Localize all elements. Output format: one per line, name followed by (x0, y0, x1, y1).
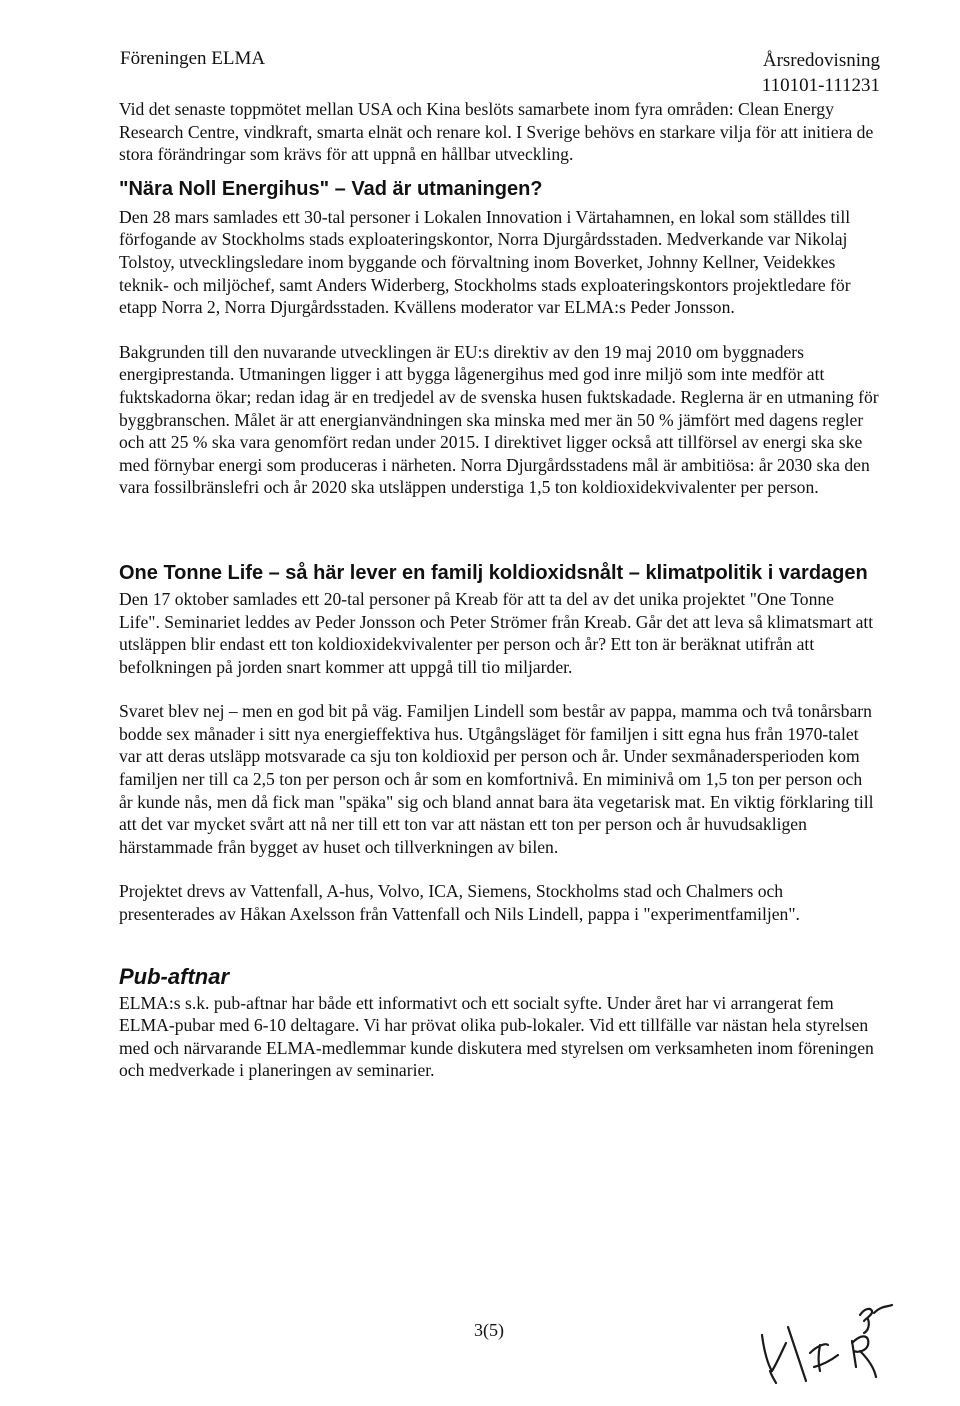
section-heading-pub-aftnar: Pub-aftnar (119, 963, 229, 989)
otl-paragraph-3: Projektet drevs av Vattenfall, A-hus, Volvo, ICA, Siemens, Stockholms stad och Chalmers och presenterades av Håkan Axelsson från Vattenfall och Nils Lindell, pappa i "experimentfamiljen". (119, 881, 800, 925)
header-right (762, 48, 880, 98)
section-heading-nara-noll: "Nära Noll Energihus" – Vad är utmaningen? (119, 177, 543, 200)
handwritten-initials (760, 1285, 910, 1395)
initials-drawing (760, 1285, 910, 1395)
pub-paragraph-1: ELMA:s s.k. pub-aftnar har både ett informativt och ett socialt syfte. Under året har vi arrangerat fem ELMA-pubar med 6-10 deltagare. Vi har prövat olika pub-lokaler. Vid ett tillfälle var nästan hela styrelsen med och närvarande ELMA-medlemmar kunde diskutera med styrelsen om verksamheten inom föreningen och medverkade i planeringen av seminarier. (119, 992, 874, 1081)
page-number: 3(5) (474, 1320, 504, 1340)
nara-paragraph-2: Bakgrunden till den nuvarande utvecklingen är EU:s direktiv av den 19 maj 2010 om byggnaders energiprestanda. Utmaningen ligger i att bygga lågenergihus med god inre miljö som inte medför att fuktskadorna ökar; redan idag är en tredjedel av de svenska husen fuktskadade. Reglerna är en utmaning för byggbranschen. Målet är att energianvändningen ska minska med mer än 50 % jämfört med dagens regler och att 25 % ska vara genomfört redan under 2015. I direktivet ligger också att tillförsel av energi ska ske med förnybar energi som produceras i närheten. Norra Djurgårdsstadens mål är ambitiösa: år 2030 ska den vara fossilbränslefri och år 2020 ska utsläppen understiga 1,5 ton koldioxidekvivalenter per person. (119, 341, 879, 498)
section-heading-one-tonne-life: One Tonne Life – så här lever en familj koldioxidsnålt – klimatpolitik i vardagen (119, 561, 868, 584)
header-document-type: Årsredovisning (762, 50, 880, 71)
otl-paragraph-1: Den 17 oktober samlades ett 20-tal personer på Kreab för att ta del av det unika projektet "One Tonne Life". Seminariet leddes av Peder Jonsson och Peter Strömer från Kreab. Går det att leva så klimatsmart att utsläppen blir endast ett ton koldioxidekvivalenter per person och år? Ett ton är beräknat utifrån att befolkningen på jorden snart kommer att uppgå till tio miljarder. (119, 588, 874, 677)
header-period: 110101-111231 (761, 75, 880, 96)
nara-paragraph-1: Den 28 mars samlades ett 30-tal personer i Lokalen Innovation i Värtahamnen, en lokal som ställdes till förfogande av Stockholms stads exploateringskontor, Norra Djurgårdsstaden. Medverkande var Nikolaj Tolstoy, utvecklingsledare inom byggande och förvaltning inom Boverket, Johnny Kellner, Veidekkes teknik- och miljöchef, samt Anders Widerberg, Stockholms stads exploateringskontors projektledare för etapp Norra 2, Norra Djurgårdsstaden. Kvällens moderator var ELMA:s Peder Jonsson. (119, 206, 851, 318)
intro-paragraph: Vid det senaste toppmötet mellan USA och Kina beslöts samarbete inom fyra områden: Clean Energy Research Centre, vindkraft, smarta elnät och renare kol. I Sverige behövs en starkare vilja för att initiera de stora förändringar som krävs för att uppnå en hållbar utveckling. (119, 99, 874, 165)
document-body (119, 98, 879, 1082)
otl-paragraph-2: Svaret blev nej – men en god bit på väg. Familjen Lindell som består av pappa, mamma och två tonårsbarn bodde sex månader i sitt nya energieffektiva hus. Utgångsläget för familjen i sitt egna hus från 1970-talet var att deras utsläpp motsvarade ca sju ton koldioxid per person och år. Under sexmånadersperioden kom familjen ner till ca 2,5 ton per person och år som en komfortnivå. En miminivå om 1,5 ton per person och år kunde nås, men då fick man "späka" sig och bland annat bara äta vegetarisk mat. En viktig förklaring till att det var mycket svårt att nå ner till ett ton var att nästan ett ton per person och år huvudsakligen härstammade från bygget av huset och tillverkningen av bilen. (119, 701, 874, 857)
header-organization: Föreningen ELMA (120, 48, 266, 69)
